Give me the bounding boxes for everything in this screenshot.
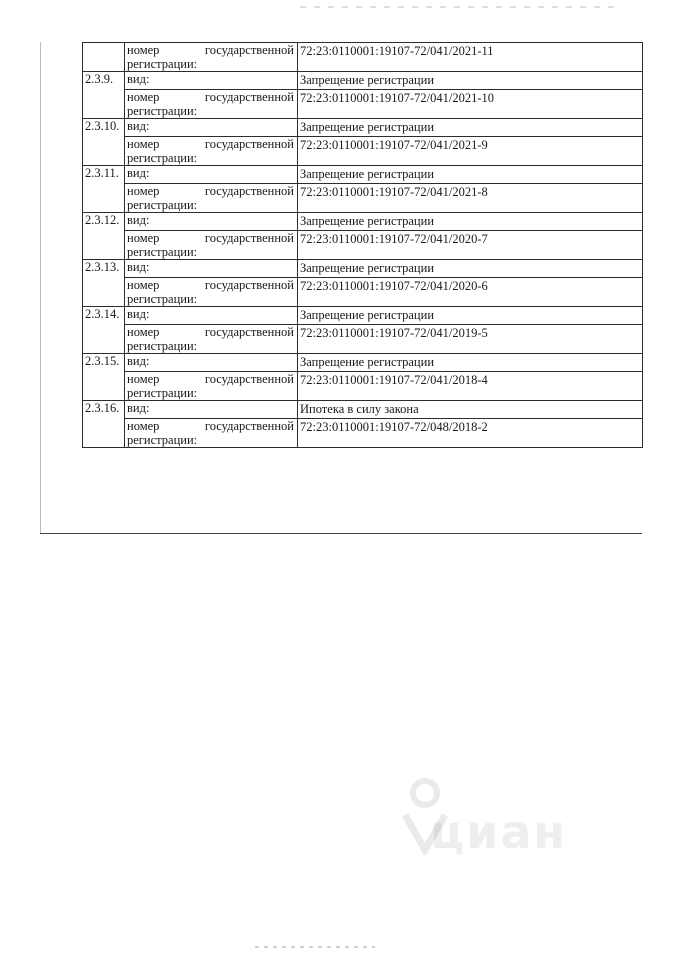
page-margin-line (40, 42, 41, 534)
registration-table (82, 42, 643, 448)
cell-type (298, 119, 643, 137)
registration-number-value: 72:23:0110001:19107-72/048/2018-2 (300, 420, 488, 434)
table-row-registration-number (83, 137, 643, 166)
label-word-number: номер (127, 372, 160, 386)
label-word-registration: регистрации: (127, 386, 198, 400)
item-number: 2.3.11. (83, 166, 125, 213)
cell-type (298, 354, 643, 372)
encumbrance-type-value: Запрещение регистрации (300, 120, 435, 134)
cell-type (298, 166, 643, 184)
field-label-registration-number (125, 90, 298, 119)
field-label-type: вид: (125, 260, 298, 278)
cell-type (298, 307, 643, 325)
encumbrance-type-value: Запрещение регистрации (300, 167, 435, 181)
label-word-state: государственной (204, 231, 294, 245)
table-row-registration-number (83, 325, 643, 354)
registration-number-value: 72:23:0110001:19107-72/041/2018-4 (300, 373, 488, 387)
table-row-registration-number (83, 90, 643, 119)
encumbrance-type-value: Запрещение регистрации (300, 355, 435, 369)
cell-type (298, 401, 643, 419)
field-label-registration-number (125, 137, 298, 166)
label-line-1 (127, 137, 295, 151)
label-word-state: государственной (204, 43, 294, 57)
label-word-number: номер (127, 184, 160, 198)
label-word-registration: регистрации: (127, 198, 198, 212)
field-label-type: вид: (125, 307, 298, 325)
label-word-number: номер (127, 43, 160, 57)
label-line-1 (127, 231, 295, 245)
table-row-type (83, 72, 643, 90)
label-word-number: номер (127, 90, 160, 104)
cell-registration-number (298, 137, 643, 166)
cell-type (298, 213, 643, 231)
field-label-registration-number (125, 231, 298, 260)
label-word-registration: регистрации: (127, 104, 198, 118)
label-word-registration: регистрации: (127, 151, 198, 165)
encumbrance-type-value: Запрещение регистрации (300, 73, 435, 87)
item-number: 2.3.10. (83, 119, 125, 166)
registration-number-value: 72:23:0110001:19107-72/041/2021-8 (300, 185, 488, 199)
label-line-1 (127, 184, 295, 198)
scan-artifact-top (300, 6, 620, 8)
item-number: 2.3.15. (83, 354, 125, 401)
cell-registration-number (298, 325, 643, 354)
table-row-registration-number (83, 231, 643, 260)
label-line-1 (127, 325, 295, 339)
field-label-type: вид: (125, 354, 298, 372)
field-label-registration-number (125, 278, 298, 307)
registration-number-value: 72:23:0110001:19107-72/041/2021-11 (300, 44, 494, 58)
field-label-type: вид: (125, 213, 298, 231)
label-word-registration: регистрации: (127, 57, 198, 71)
label-line-1 (127, 419, 295, 433)
table-row-registration-number (83, 372, 643, 401)
label-line-1 (127, 372, 295, 386)
table-row-type (83, 260, 643, 278)
table-row-type (83, 307, 643, 325)
cell-registration-number (298, 184, 643, 213)
field-label-registration-number (125, 43, 298, 72)
cell-registration-number (298, 43, 643, 72)
label-word-state: государственной (204, 325, 294, 339)
registration-number-value: 72:23:0110001:19107-72/041/2021-9 (300, 138, 488, 152)
registration-number-value: 72:23:0110001:19107-72/041/2020-7 (300, 232, 488, 246)
field-label-registration-number (125, 372, 298, 401)
cell-registration-number (298, 419, 643, 448)
encumbrance-type-value: Запрещение регистрации (300, 308, 435, 322)
registration-number-value: 72:23:0110001:19107-72/041/2021-10 (300, 91, 494, 105)
label-word-state: государственной (204, 419, 294, 433)
label-word-registration: регистрации: (127, 339, 198, 353)
table-row-registration-number (83, 278, 643, 307)
watermark-text: циан (430, 805, 568, 859)
label-line-1 (127, 90, 295, 104)
label-word-number: номер (127, 231, 160, 245)
label-word-number: номер (127, 137, 160, 151)
field-label-registration-number (125, 419, 298, 448)
table-row-type (83, 119, 643, 137)
label-line-1 (127, 278, 295, 292)
field-label-type: вид: (125, 401, 298, 419)
item-number: 2.3.16. (83, 401, 125, 448)
label-word-number: номер (127, 278, 160, 292)
encumbrance-type-value: Ипотека в силу закона (300, 402, 419, 416)
label-word-state: государственной (204, 372, 294, 386)
table-row-type (83, 213, 643, 231)
table-row-registration-number (83, 419, 643, 448)
cell-registration-number (298, 231, 643, 260)
table-row-type (83, 166, 643, 184)
cell-registration-number (298, 372, 643, 401)
label-word-state: государственной (204, 184, 294, 198)
table-row-registration-number (83, 43, 643, 72)
field-label-registration-number (125, 184, 298, 213)
label-word-registration: регистрации: (127, 292, 198, 306)
label-word-registration: регистрации: (127, 245, 198, 259)
field-label-type: вид: (125, 72, 298, 90)
label-word-number: номер (127, 325, 160, 339)
cell-registration-number (298, 90, 643, 119)
item-number: 2.3.14. (83, 307, 125, 354)
table-row-type (83, 401, 643, 419)
table-row-type (83, 354, 643, 372)
cell-registration-number (298, 278, 643, 307)
table-row-registration-number (83, 184, 643, 213)
encumbrance-type-value: Запрещение регистрации (300, 261, 435, 275)
item-number (83, 43, 125, 72)
encumbrance-type-value: Запрещение регистрации (300, 214, 435, 228)
label-word-state: государственной (204, 90, 294, 104)
cell-type (298, 260, 643, 278)
cell-type (298, 72, 643, 90)
label-word-state: государственной (204, 137, 294, 151)
label-word-number: номер (127, 419, 160, 433)
label-word-state: государственной (204, 278, 294, 292)
field-label-registration-number (125, 325, 298, 354)
item-number: 2.3.9. (83, 72, 125, 119)
item-number: 2.3.12. (83, 213, 125, 260)
registration-number-value: 72:23:0110001:19107-72/041/2020-6 (300, 279, 488, 293)
registration-number-value: 72:23:0110001:19107-72/041/2019-5 (300, 326, 488, 340)
item-number: 2.3.13. (83, 260, 125, 307)
label-word-registration: регистрации: (127, 433, 198, 447)
table-bottom-rule (40, 533, 642, 534)
label-line-1 (127, 43, 295, 57)
field-label-type: вид: (125, 166, 298, 184)
registration-table-body (83, 43, 643, 448)
field-label-type: вид: (125, 119, 298, 137)
scan-artifact-bottom (255, 946, 375, 948)
